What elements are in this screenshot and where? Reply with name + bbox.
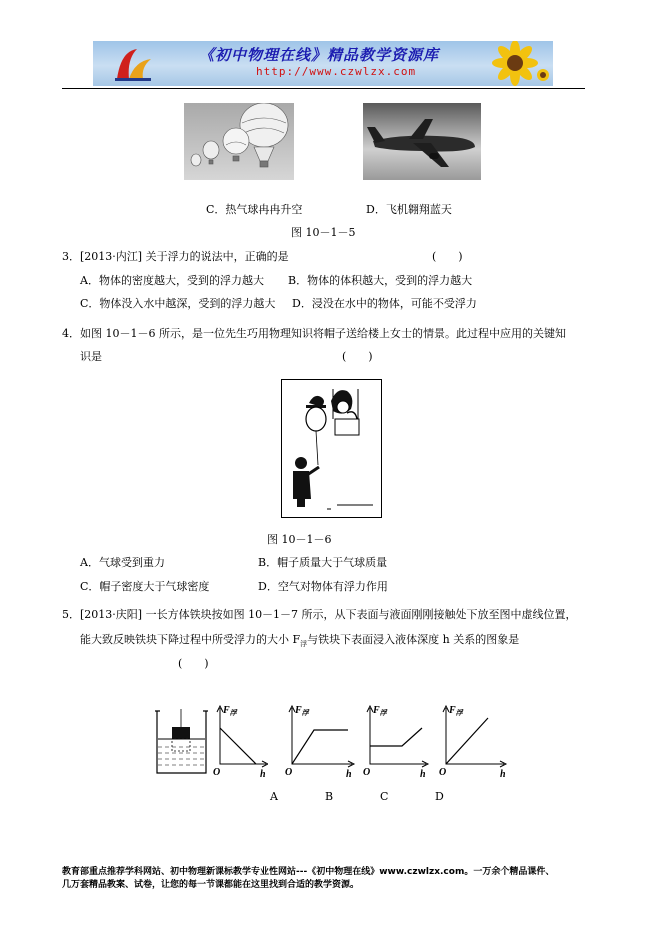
graph-d-x-label: h xyxy=(500,769,506,780)
q4-option-c: C．帽子密度大于气球密度 xyxy=(80,580,210,593)
q3-answer-blank: ( ) xyxy=(432,250,463,263)
q3-option-b: B．物体的体积越大，受到的浮力越大 xyxy=(288,274,473,287)
graph-a-origin: O xyxy=(213,767,221,778)
graph-letter-d: D xyxy=(435,790,444,803)
graph-d xyxy=(438,700,508,780)
airplane-photo xyxy=(363,103,481,180)
graph-letter-c: C xyxy=(380,790,389,803)
graph-letter-a: A xyxy=(270,790,278,803)
hot-air-balloons-icon xyxy=(184,103,294,180)
q4-option-a: A．气球受到重力 xyxy=(80,556,165,569)
hot-air-balloon-photo xyxy=(184,103,294,180)
graph-a-x-label: h xyxy=(260,769,266,780)
airplane-icon xyxy=(363,103,481,180)
footer-line1: 教育部重点推荐学科网站、初中物理新课标教学专业性网站---《初中物理在线》www.czwlzx.com。一万余个精品课件、 xyxy=(62,867,555,877)
graph-d-origin: O xyxy=(439,767,447,778)
graph-b-origin: O xyxy=(285,767,293,778)
q4-stem-line2: 识是 xyxy=(80,350,102,363)
q3-option-a: A．物体的密度越大，受到的浮力越大 xyxy=(80,274,264,287)
q4-option-d: D．空气对物体有浮力作用 xyxy=(258,580,388,593)
header-rule xyxy=(62,88,585,89)
q5-stem-line2-sub: 浮 xyxy=(300,640,308,649)
q3-stem: 3．[2013·内江] 关于浮力的说法中，正确的是 xyxy=(62,250,289,263)
q5-answer-blank: ( ) xyxy=(178,657,209,670)
q5-stem-line2-after: 与铁块下表面浸入液体深度 h 关系的图象是 xyxy=(307,633,520,646)
q5-stem-line2-before: 能大致反映铁块下降过程中所受浮力的大小 F xyxy=(80,633,301,646)
banner-title: 《初中物理在线》精品教学资源库 xyxy=(199,46,440,64)
graph-a xyxy=(212,700,268,780)
caption-d: D．飞机翱翔蓝天 xyxy=(366,203,452,216)
site-logo-icon xyxy=(111,45,155,83)
graph-a-y-label: $F_浮$ xyxy=(223,705,237,717)
header-banner xyxy=(93,41,553,86)
graph-b xyxy=(284,700,356,780)
graph-c xyxy=(362,700,430,780)
graph-letter-b: B xyxy=(325,790,334,803)
graph-b-y-label: $F_浮$ xyxy=(295,705,309,717)
q3-option-c: C．物体没入水中越深，受到的浮力越大 xyxy=(80,297,276,310)
graph-c-y-label: $F_浮$ xyxy=(373,705,387,717)
figure-label-10-1-6: 图 10－1－6 xyxy=(267,533,332,546)
q4-stem-line1: 4．如图 10－1－6 所示，是一位先生巧用物理知识将帽子送给楼上女士的情景。此过程中应用的关键知 xyxy=(62,327,566,340)
figure-10-1-6-diagram xyxy=(281,379,382,518)
q4-answer-blank: ( ) xyxy=(342,350,373,363)
q5-stem-line2 xyxy=(80,633,519,651)
q3-option-d: D．浸没在水中的物体，可能不受浮力 xyxy=(292,297,477,310)
graph-d-y-label: $F_浮$ xyxy=(449,705,463,717)
graph-c-x-label: h xyxy=(420,769,426,780)
q4-option-b: B．帽子质量大于气球质量 xyxy=(258,556,388,569)
beaker-diagram xyxy=(154,707,210,777)
banner-url: http://www.czwlzx.com xyxy=(256,65,417,78)
figure-label-10-1-5: 图 10－1－5 xyxy=(291,226,356,239)
graph-c-origin: O xyxy=(363,767,371,778)
sunflower-icon xyxy=(485,41,553,86)
graph-b-x-label: h xyxy=(346,769,352,780)
q5-stem-line1: 5．[2013·庆阳] 一长方体铁块按如图 10－1－7 所示，从下表面与液面刚刚接触处下放至图中虚线位置， xyxy=(62,608,577,621)
caption-c: C．热气球冉冉升空 xyxy=(206,203,303,216)
footer-line2: 几万套精品教案、试卷，让您的每一节课都能在这里找到合适的教学资源。 xyxy=(62,880,360,890)
